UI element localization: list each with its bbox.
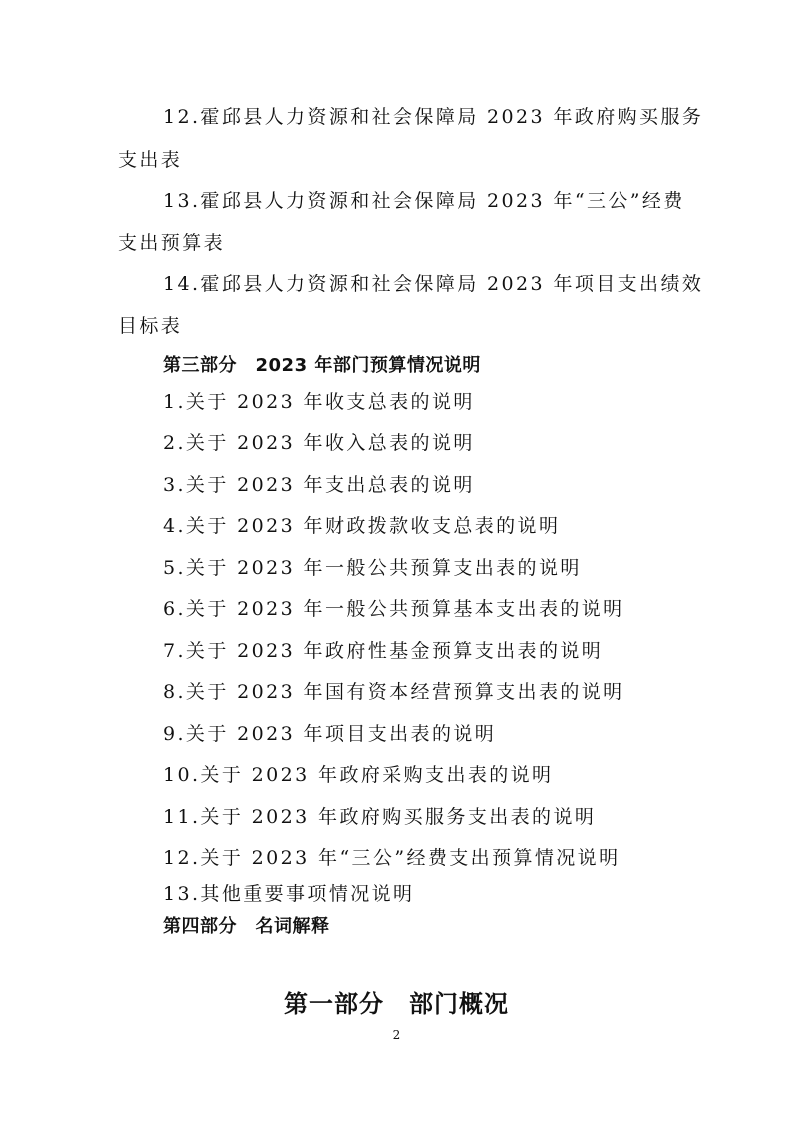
part3-item: 4.关于 2023 年财政拨款收支总表的说明 [163, 515, 561, 537]
part4-heading: 第四部分 名词解释 [163, 916, 330, 937]
part3-item: 1.关于 2023 年收支总表的说明 [163, 391, 475, 413]
part3-item: 6.关于 2023 年一般公共预算基本支出表的说明 [163, 598, 625, 620]
part3-item: 7.关于 2023 年政府性基金预算支出表的说明 [163, 640, 604, 662]
part3-item: 10.关于 2023 年政府采购支出表的说明 [163, 764, 554, 786]
toc-item-12-line1: 12.霍邱县人力资源和社会保障局 2023 年政府购买服务 [163, 106, 704, 128]
toc-item-12-line2: 支出表 [118, 149, 183, 171]
part3-item: 11.关于 2023 年政府购买服务支出表的说明 [163, 806, 597, 828]
part3-item: 3.关于 2023 年支出总表的说明 [163, 474, 475, 496]
part3-item: 2.关于 2023 年收入总表的说明 [163, 432, 475, 454]
part3-item: 8.关于 2023 年国有资本经营预算支出表的说明 [163, 681, 625, 703]
part3-item: 5.关于 2023 年一般公共预算支出表的说明 [163, 557, 582, 579]
chapter-title: 第一部分 部门概况 [284, 990, 509, 1018]
toc-item-14-line1: 14.霍邱县人力资源和社会保障局 2023 年项目支出绩效 [163, 273, 704, 295]
page-number: 2 [392, 1028, 401, 1042]
toc-item-13-line2: 支出预算表 [118, 232, 226, 254]
toc-item-13-line1: 13.霍邱县人力资源和社会保障局 2023 年“三公”经费 [163, 190, 685, 212]
part3-item: 12.关于 2023 年“三公”经费支出预算情况说明 [163, 847, 621, 869]
part3-item: 13.其他重要事项情况说明 [163, 883, 415, 905]
part3-item: 9.关于 2023 年项目支出表的说明 [163, 723, 497, 745]
toc-item-14-line2: 目标表 [118, 315, 183, 337]
part3-heading: 第三部分 2023 年部门预算情况说明 [163, 355, 481, 376]
